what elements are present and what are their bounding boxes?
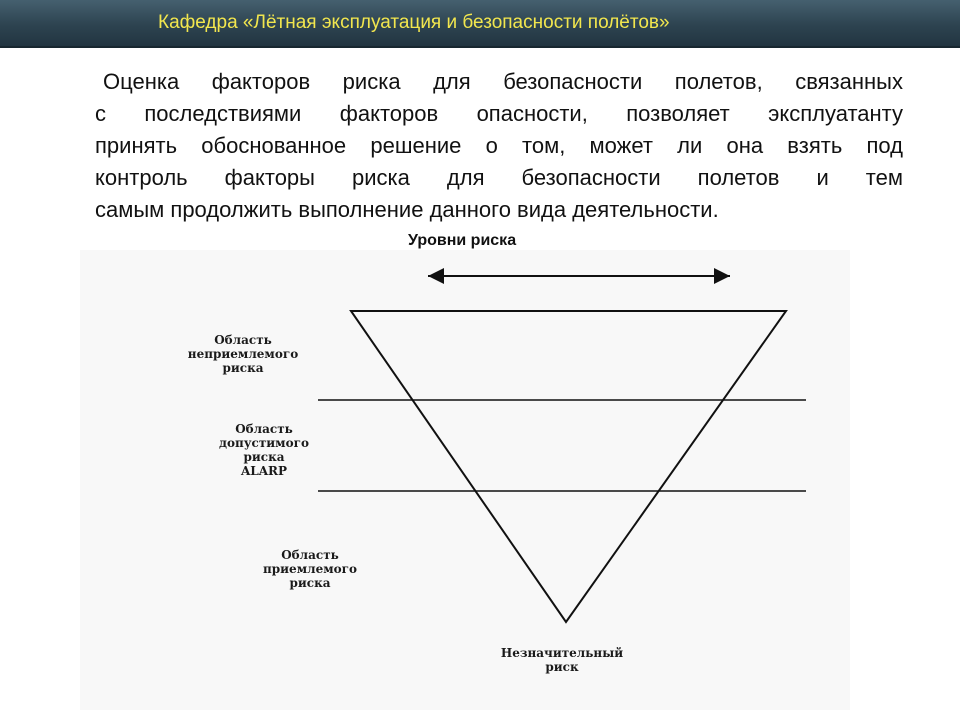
zone-label-tolerable — [178, 422, 350, 478]
header-title: Кафедра «Лётная эксплуатация и безопасности полётов» — [158, 12, 670, 33]
paragraph-line: принять обоснованное решение о том, может ли она взять под — [95, 133, 903, 158]
risk-triangle — [351, 311, 786, 622]
zone-label-line: риска — [222, 361, 264, 375]
zone-label-line: допустимого — [219, 436, 309, 450]
zone-label-line: риска — [289, 576, 331, 590]
zone-label-line: Область — [281, 548, 339, 562]
zone-label-line: риска — [243, 450, 285, 464]
paragraph-line: с последствиями факторов опасности, позволяет эксплуатанту — [95, 101, 903, 126]
diagram-title: Уровни риска — [408, 232, 517, 249]
zone-label-negligible — [470, 646, 654, 674]
zone-label-acceptable — [240, 548, 380, 590]
zone-label-line: Область — [214, 333, 272, 347]
zone-label-line: риск — [545, 660, 579, 674]
zone-label-line: неприемлемого — [187, 347, 299, 361]
zone-label-line: приемлемого — [262, 562, 357, 576]
zone-label-line: Область — [235, 422, 293, 436]
zone-label-line: Незначительный — [500, 646, 624, 660]
paragraph-line: самым продолжить выполнение данного вида деятельности. — [95, 197, 719, 222]
paragraph-line: Оценка факторов риска для безопасности полетов, связанных — [103, 69, 903, 94]
paragraph-line: контроль факторы риска для безопасности полетов и тем — [95, 165, 903, 190]
zone-label-line: ALARP — [240, 464, 288, 478]
zone-label-unacceptable — [160, 333, 326, 375]
